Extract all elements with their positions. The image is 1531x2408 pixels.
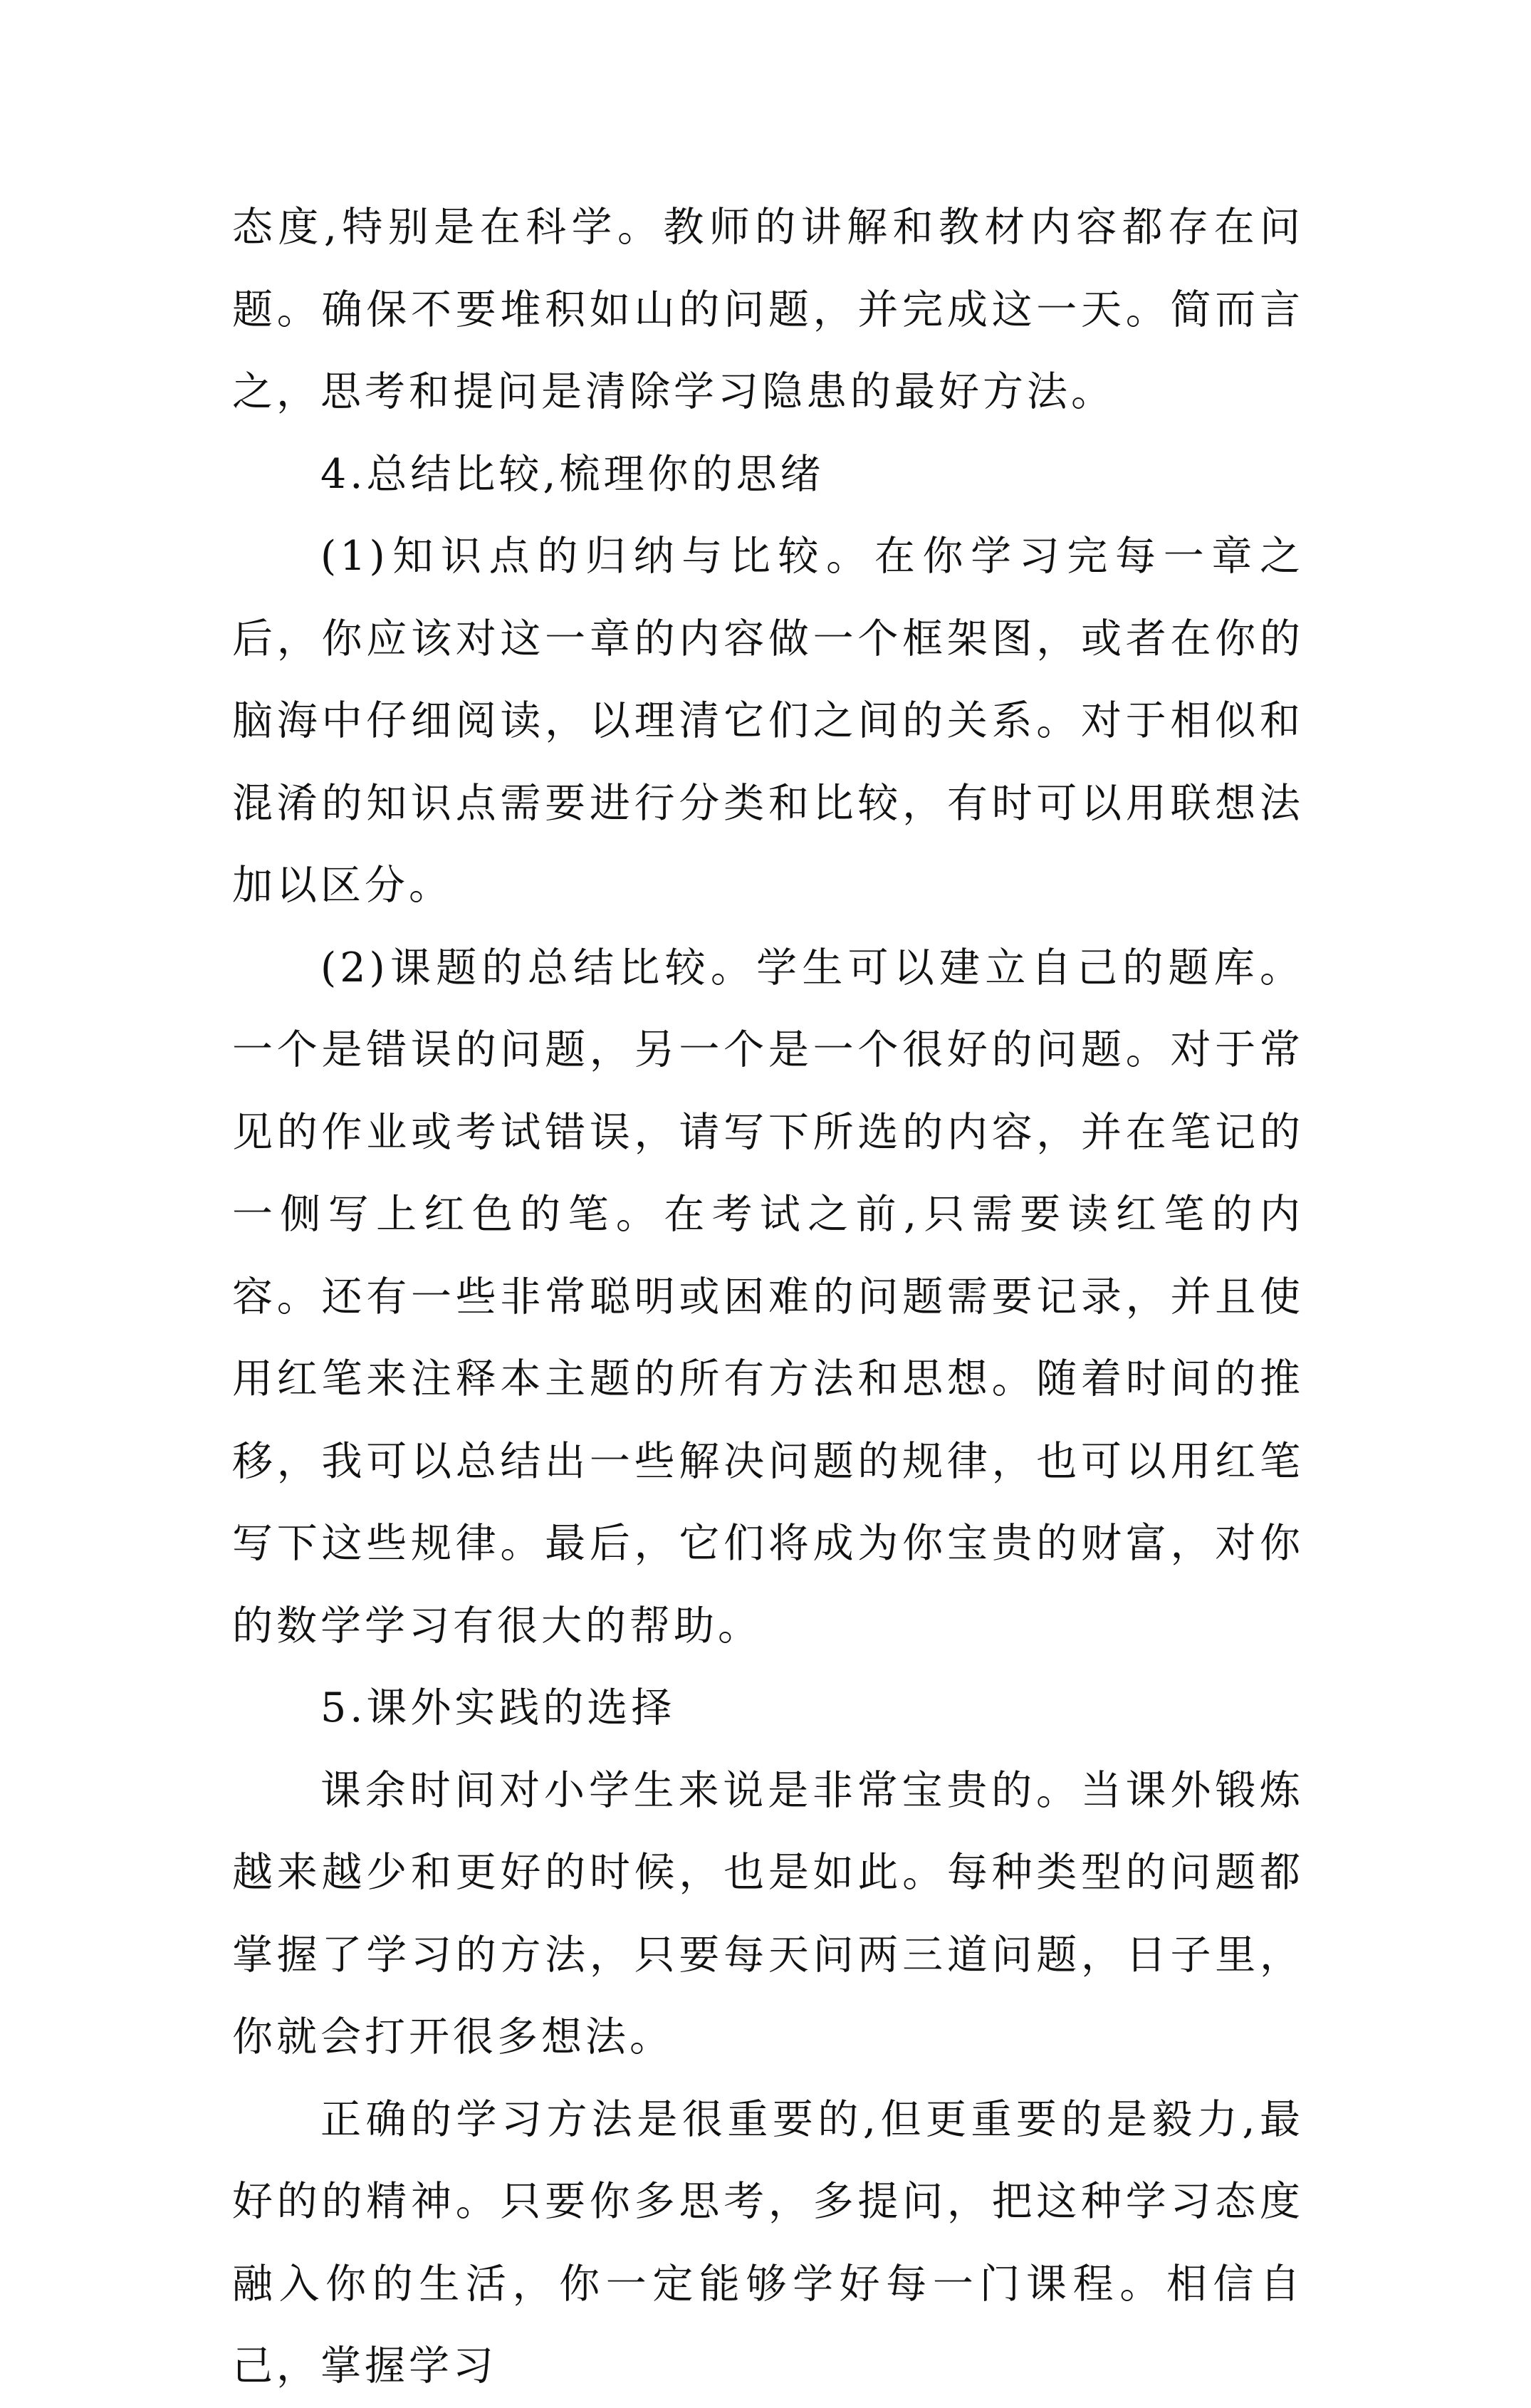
paragraph-practice: 课余时间对小学生来说是非常宝贵的。当课外锻炼越来越少和更好的时候，也是如此。每种类型的问题都掌握了学习的方法，只要每天问两三道问题，日子里，你就会打开很多想法。	[232, 1766, 1304, 2060]
document-body	[232, 187, 1304, 2408]
paragraph-conclusion: 正确的学习方法是很重要的,但更重要的是毅力,最好的的精神。只要你多思考，多提问，把这种学习态度融入你的生活，你一定能够学好每一门课程。相信自己，掌握学习	[232, 2095, 1304, 2389]
paragraph-continuation: 态度,特别是在科学。教师的讲解和教材内容都存在问题。确保不要堆积如山的问题，并完成这一天。简而言之，思考和提问是清除学习隐患的最好方法。	[232, 204, 1304, 415]
section-heading-4: 4.总结比较,梳理你的思绪	[320, 450, 825, 498]
paragraph-problem-summary: (2)课题的总结比较。学生可以建立自己的题库。一个是错误的问题，另一个是一个很好的问题。对于常见的作业或考试错误，请写下所选的内容，并在笔记的一侧写上红色的笔。在考试之前,只需要读红笔的内容。还有一些非常聪明或困难的问题需要记录，并且使用红笔来注释本主题的所有方法和思想。随着时间的推移，我可以总结出一些解决问题的规律，也可以用红笔写下这些规律。最后，它们将成为你宝贵的财富，对你的数学学习有很大的帮助。	[232, 944, 1304, 1649]
section-heading-5: 5.课外实践的选择	[320, 1684, 676, 1731]
paragraph-knowledge-summary: (1)知识点的归纳与比较。在你学习完每一章之后，你应该对这一章的内容做一个框架图，或者在你的脑海中仔细阅读，以理清它们之间的关系。对于相似和混淆的知识点需要进行分类和比较，有时可以用联想法加以区分。	[232, 533, 1304, 909]
